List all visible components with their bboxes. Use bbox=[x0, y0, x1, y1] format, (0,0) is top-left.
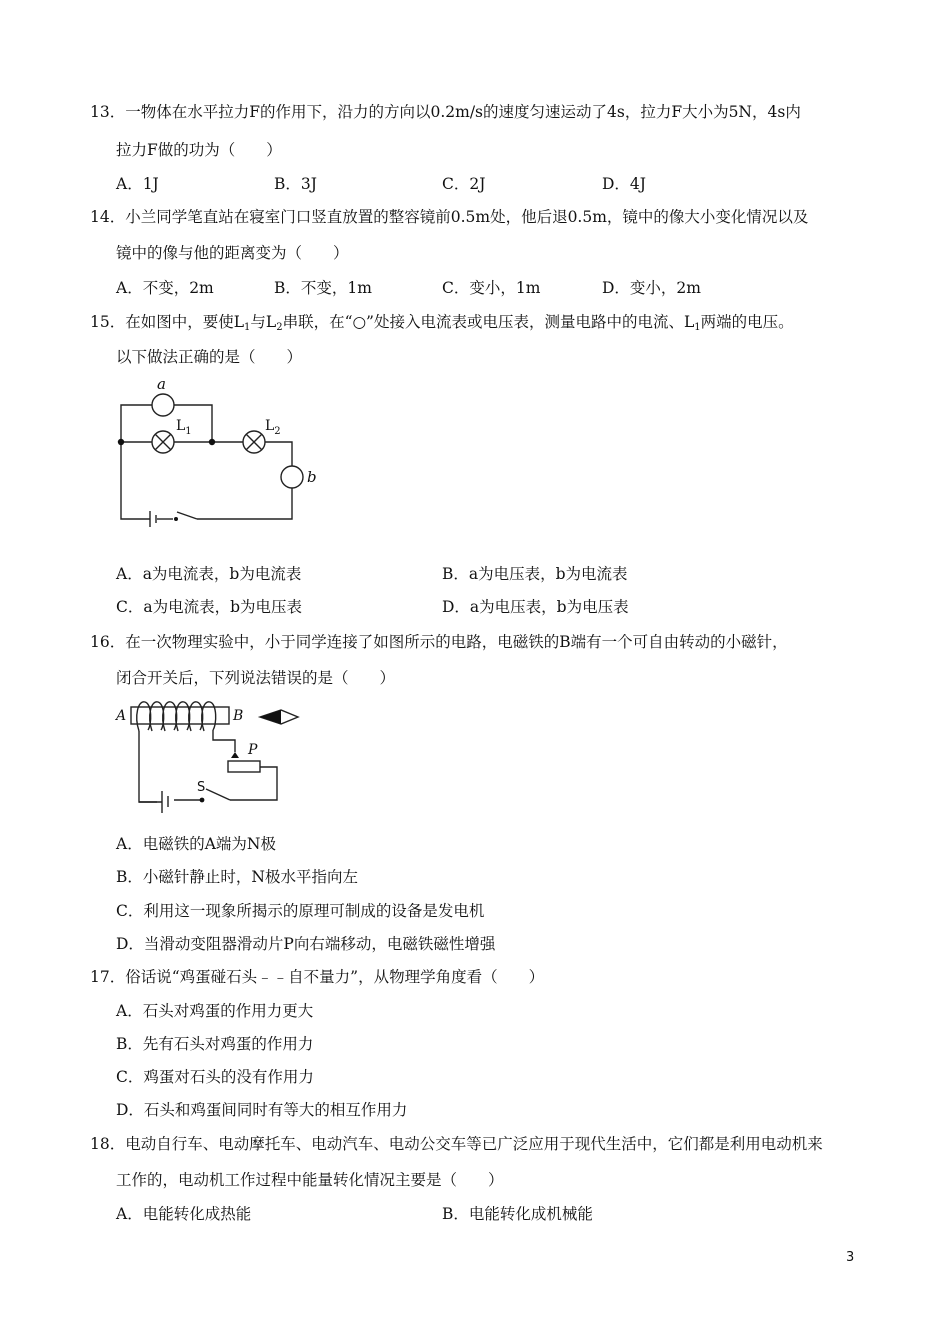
meter-a-label: a bbox=[157, 375, 166, 393]
q18-stem: 18．电动自行车、电动摩托车、电动汽车、电动公交车等已广泛应用于现代生活中，它们都是利用电动机来 bbox=[90, 1135, 823, 1153]
q17-option-b: B．先有石头对鸡蛋的作用力 bbox=[116, 1035, 314, 1053]
q13-option-a: A．1J bbox=[116, 175, 159, 193]
meter-b-label: b bbox=[307, 468, 317, 486]
q17-option-c: C．鸡蛋对石头的没有作用力 bbox=[116, 1068, 314, 1086]
q15-option-d: D．a为电压表，b为电压表 bbox=[442, 598, 629, 616]
q18-stem-cont: 工作的，电动机工作过程中能量转化情况主要是（ ） bbox=[116, 1171, 504, 1189]
q16-option-a: A．电磁铁的A端为N极 bbox=[116, 835, 276, 853]
q15-stem-cont: 以下做法正确的是（ ） bbox=[116, 348, 303, 366]
lamp-l2-label: L bbox=[265, 418, 275, 434]
lamp-l1-label: L bbox=[176, 418, 186, 434]
end-a-label: A bbox=[116, 708, 127, 724]
q14-stem: 14．小兰同学笔直站在寝室门口竖直放置的整容镜前0.5m处，他后退0.5m，镜中的像大小变化情况以及 bbox=[90, 208, 809, 226]
q13-option-b: B．3J bbox=[274, 175, 317, 193]
q15-option-b: B．a为电压表，b为电流表 bbox=[442, 565, 628, 583]
q16-stem: 16．在一次物理实验中，小于同学连接了如图所示的电路，电磁铁的B端有一个可自由转动的小磁针， bbox=[90, 633, 788, 651]
q16-electromagnet-diagram bbox=[112, 696, 312, 814]
page-number: 3 bbox=[846, 1250, 855, 1265]
q14-option-b: B．不变，1m bbox=[274, 279, 372, 297]
svg-text:L1: $L_1$ bbox=[176, 418, 192, 437]
q17-stem: 17．俗话说“鸡蛋碰石头﹣﹣自不量力”，从物理学角度看（ ） bbox=[90, 968, 545, 986]
q17-option-a: A．石头对鸡蛋的作用力更大 bbox=[116, 1002, 314, 1020]
svg-text:L2: $L_2$ bbox=[265, 418, 281, 437]
q15-option-a: A．a为电流表，b为电流表 bbox=[116, 565, 302, 583]
q16-option-b: B．小磁针静止时，N极水平指向左 bbox=[116, 868, 358, 886]
q16-stem-cont: 闭合开关后，下列说法错误的是（ ） bbox=[116, 669, 396, 687]
q13-stem: 13．一物体在水平拉力F的作用下，沿力的方向以0.2m/s的速度匀速运动了4s，拉力F大小为5N，4s内 bbox=[90, 103, 801, 121]
slider-p-label: P bbox=[248, 742, 258, 758]
q18-option-b: B．电能转化成机械能 bbox=[442, 1205, 593, 1223]
q14-option-d: D．变小，2m bbox=[602, 279, 701, 297]
q13-stem-cont: 拉力F做的功为（ ） bbox=[116, 141, 282, 159]
q18-option-a: A．电能转化成热能 bbox=[116, 1205, 252, 1223]
q16-option-d: D．当滑动变阻器滑动片P向右端移动，电磁铁磁性增强 bbox=[116, 935, 496, 953]
q17-option-d: D．石头和鸡蛋间同时有等大的相互作用力 bbox=[116, 1101, 408, 1119]
q14-option-a: A．不变，2m bbox=[116, 279, 214, 297]
q13-option-d: D．4J bbox=[602, 175, 647, 193]
q16-option-c: C．利用这一现象所揭示的原理可制成的设备是发电机 bbox=[116, 902, 485, 920]
q14-stem-cont: 镜中的像与他的距离变为（ ） bbox=[116, 244, 349, 262]
switch-s-label: S bbox=[197, 780, 206, 795]
q15-option-c: C．a为电流表，b为电压表 bbox=[116, 598, 303, 616]
q15-circuit-diagram bbox=[110, 372, 340, 532]
end-b-label: B bbox=[233, 708, 244, 724]
q15-stem: 15．在如图中，要使$L_1$与$L_2$串联，在“○”处接入电流表或电压表，测量电路中的电流、$L_1$两端的电压。 bbox=[90, 313, 794, 333]
q14-option-c: C．变小，1m bbox=[442, 279, 541, 297]
q13-option-c: C．2J bbox=[442, 175, 486, 193]
